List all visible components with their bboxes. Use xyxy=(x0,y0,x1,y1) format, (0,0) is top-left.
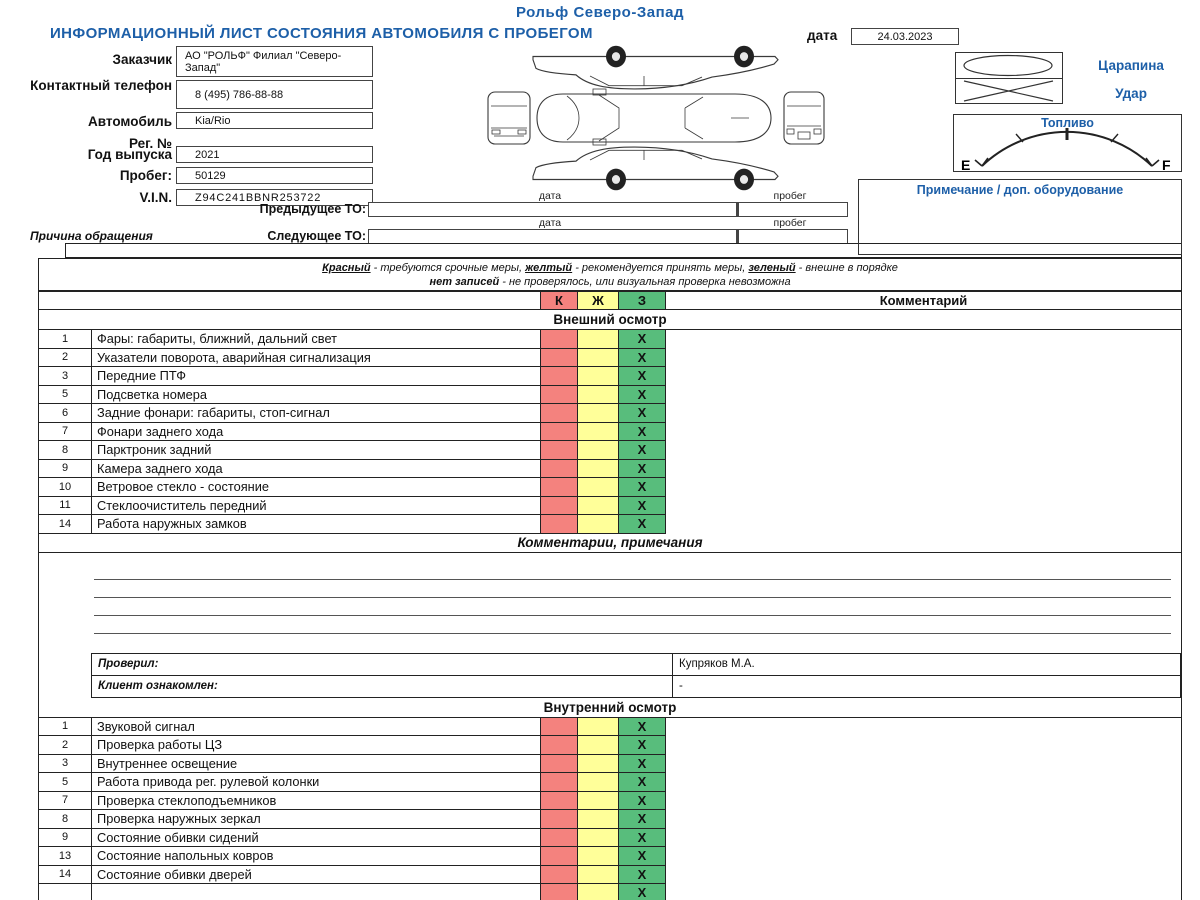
next-to-label: Следующее ТО: xyxy=(267,229,366,243)
vin-label: V.I.N. xyxy=(139,190,172,205)
row-comment-cell[interactable] xyxy=(666,367,1181,386)
checked-by-label: Проверил: xyxy=(91,653,673,676)
status-cell-red[interactable] xyxy=(541,497,578,516)
status-cell-yellow[interactable] xyxy=(578,847,619,866)
row-item-label: Проверка работы ЦЗ xyxy=(92,736,541,755)
column-header-green: З xyxy=(619,292,666,310)
row-comment-cell[interactable] xyxy=(666,478,1181,497)
status-cell-yellow[interactable] xyxy=(578,367,619,386)
column-header-comment: Комментарий xyxy=(666,292,1181,310)
comment-line xyxy=(94,579,1171,580)
inspection-row xyxy=(39,423,1181,442)
row-comment-cell[interactable] xyxy=(666,423,1181,442)
status-cell-red[interactable] xyxy=(541,330,578,349)
row-number: 6 xyxy=(39,404,92,423)
status-cell-yellow[interactable] xyxy=(578,404,619,423)
inspection-row xyxy=(39,349,1181,368)
row-item-label: Передние ПТФ xyxy=(92,367,541,386)
status-cell-yellow[interactable] xyxy=(578,460,619,479)
status-cell-red[interactable] xyxy=(541,773,578,792)
row-item-label: Проверка наружных зеркал xyxy=(92,810,541,829)
status-cell-yellow[interactable] xyxy=(578,330,619,349)
inspection-row xyxy=(39,497,1181,516)
row-comment-cell[interactable] xyxy=(666,736,1181,755)
interior-rows xyxy=(39,718,1181,885)
status-cell-green[interactable]: X xyxy=(619,478,666,497)
phone-value: 8 (495) 786-88-88 xyxy=(195,88,284,101)
status-cell-yellow[interactable] xyxy=(578,736,619,755)
legend-yellow-desc: - рекомендуется принять меры, xyxy=(572,262,749,274)
legend-yellow-term: желтый xyxy=(525,262,573,274)
row-number: 3 xyxy=(39,367,92,386)
row-item-label: Проверка стеклоподъемников xyxy=(92,792,541,811)
sig-spacer xyxy=(39,653,91,676)
status-cell-green[interactable]: X xyxy=(619,349,666,368)
status-cell-green[interactable]: X xyxy=(619,829,666,848)
legend-red-term: Красный xyxy=(322,262,371,274)
row-number: 5 xyxy=(39,386,92,405)
client-ack-value[interactable]: - xyxy=(673,675,1181,698)
status-cell-green[interactable]: X xyxy=(619,515,666,534)
scratch-symbol-cell xyxy=(956,53,1062,79)
row-number: 5 xyxy=(39,773,92,792)
row-number xyxy=(39,884,92,900)
row-comment-cell[interactable] xyxy=(666,866,1181,885)
status-cell-green[interactable]: X xyxy=(619,386,666,405)
status-cell-green[interactable]: X xyxy=(619,884,666,900)
impact-cross-icon xyxy=(956,79,1061,103)
prev-to-date-label: дата xyxy=(538,190,562,202)
status-cell-red[interactable] xyxy=(541,404,578,423)
client-ack-label: Клиент ознакомлен: xyxy=(91,675,673,698)
status-cell-yellow[interactable] xyxy=(578,386,619,405)
status-cell-red[interactable] xyxy=(541,441,578,460)
partial-row-container xyxy=(39,884,1181,900)
inspection-row xyxy=(39,515,1181,534)
status-cell-green[interactable]: X xyxy=(619,367,666,386)
page-title: ИНФОРМАЦИОННЫЙ ЛИСТ СОСТОЯНИЯ АВТОМОБИЛЯ С ПРОБЕГОМ xyxy=(50,25,593,42)
status-cell-yellow[interactable] xyxy=(578,884,619,900)
row-item-label: Работа наружных замков xyxy=(92,515,541,534)
inspection-row xyxy=(39,386,1181,405)
status-cell-yellow[interactable] xyxy=(578,866,619,885)
status-cell-green[interactable]: X xyxy=(619,755,666,774)
status-cell-yellow[interactable] xyxy=(578,773,619,792)
car-field[interactable] xyxy=(176,112,373,129)
inspection-row xyxy=(39,773,1181,792)
status-cell-yellow[interactable] xyxy=(578,349,619,368)
impact-symbol-cell xyxy=(956,79,1062,103)
row-number: 2 xyxy=(39,736,92,755)
row-comment-cell[interactable] xyxy=(666,755,1181,774)
row-number: 9 xyxy=(39,460,92,479)
row-item-label: Фонари заднего хода xyxy=(92,423,541,442)
row-number: 14 xyxy=(39,866,92,885)
status-cell-yellow[interactable] xyxy=(578,497,619,516)
legend-green-desc: - внешне в порядке xyxy=(795,262,898,274)
status-cell-red[interactable] xyxy=(541,386,578,405)
comment-line xyxy=(94,597,1171,598)
comment-line xyxy=(94,633,1171,634)
status-cell-green[interactable]: X xyxy=(619,404,666,423)
row-number: 1 xyxy=(39,330,92,349)
comment-line xyxy=(94,615,1171,616)
row-number: 1 xyxy=(39,718,92,737)
column-header-yellow: Ж xyxy=(578,292,619,310)
row-item-label: Стеклоочиститель передний xyxy=(92,497,541,516)
comments-section-title: Комментарии, примечания xyxy=(39,534,1181,553)
status-cell-green[interactable]: X xyxy=(619,847,666,866)
reg-number-label: Рег. № xyxy=(129,136,172,151)
inspection-table xyxy=(38,291,1182,900)
customer-field[interactable] xyxy=(176,46,373,77)
customer-value: АО "РОЛЬФ" Филиал "Северо-Запад" xyxy=(185,49,342,74)
row-number: 13 xyxy=(39,847,92,866)
status-cell-red[interactable] xyxy=(541,792,578,811)
phone-field[interactable] xyxy=(176,80,373,109)
inspection-row xyxy=(39,718,1181,737)
inspection-row xyxy=(39,755,1181,774)
car-front-view xyxy=(488,92,530,144)
notes-title: Примечание / доп. оборудование xyxy=(916,183,1124,197)
status-cell-yellow[interactable] xyxy=(578,755,619,774)
row-number: 9 xyxy=(39,829,92,848)
date-label: дата xyxy=(807,28,838,43)
inspection-row xyxy=(39,330,1181,349)
status-cell-green[interactable]: X xyxy=(619,497,666,516)
row-item-label: Камера заднего хода xyxy=(92,460,541,479)
status-cell-yellow[interactable] xyxy=(578,478,619,497)
status-cell-green[interactable]: X xyxy=(619,441,666,460)
row-item-label: Звуковой сигнал xyxy=(92,718,541,737)
row-number: 11 xyxy=(39,497,92,516)
next-to-date-field[interactable] xyxy=(368,229,737,244)
mileage-field[interactable] xyxy=(176,167,373,184)
legend-red-desc: - требуются срочные меры, xyxy=(370,262,526,274)
notes-box[interactable] xyxy=(858,179,1182,255)
row-item-label: Состояние обивки дверей xyxy=(92,866,541,885)
status-cell-red[interactable] xyxy=(541,736,578,755)
status-cell-yellow[interactable] xyxy=(578,515,619,534)
status-cell-red[interactable] xyxy=(541,810,578,829)
fuel-full-label: F xyxy=(1162,157,1171,170)
row-number: 14 xyxy=(39,515,92,534)
status-cell-green[interactable]: X xyxy=(619,792,666,811)
legend-none-term: нет записей xyxy=(429,276,500,288)
column-header-red: К xyxy=(541,292,578,310)
section-title-interior: Внутренний осмотр xyxy=(39,698,1181,718)
row-item-label: Ветровое стекло - состояние xyxy=(92,478,541,497)
status-cell-red[interactable] xyxy=(541,847,578,866)
status-cell-red[interactable] xyxy=(541,866,578,885)
mileage-value: 50129 xyxy=(195,169,226,182)
row-number: 3 xyxy=(39,755,92,774)
row-number: 7 xyxy=(39,792,92,811)
status-cell-yellow[interactable] xyxy=(578,441,619,460)
row-item-label: Фары: габариты, ближний, дальний свет xyxy=(92,330,541,349)
phone-label: Контактный телефон xyxy=(30,78,172,93)
prev-to-mileage-label: пробег xyxy=(773,190,807,202)
impact-label: Удар xyxy=(1115,86,1147,101)
legend-none-desc: - не проверялось, или визуальная проверка невозможна xyxy=(499,276,791,288)
date-field[interactable]: 24.03.2023 xyxy=(851,28,959,45)
year-label: Год выпуска xyxy=(87,147,172,162)
status-cell-yellow[interactable] xyxy=(578,718,619,737)
customer-label: Заказчик xyxy=(112,52,172,67)
client-ack-row xyxy=(39,675,1181,698)
comments-area xyxy=(39,553,1181,653)
row-comment-cell[interactable] xyxy=(666,773,1181,792)
year-field[interactable] xyxy=(176,146,373,163)
reason-label: Причина обращения xyxy=(30,229,153,243)
mileage-label: Пробег: xyxy=(119,168,172,183)
company-title: Рольф Северо-Запад xyxy=(516,4,684,21)
row-number: 7 xyxy=(39,423,92,442)
exterior-rows xyxy=(39,330,1181,534)
inspection-row xyxy=(39,847,1181,866)
inspection-row xyxy=(39,810,1181,829)
status-cell-green[interactable]: X xyxy=(619,866,666,885)
inspection-row xyxy=(39,866,1181,885)
inspection-row xyxy=(39,478,1181,497)
fuel-gauge-box[interactable] xyxy=(953,114,1182,172)
row-comment-cell[interactable] xyxy=(666,441,1181,460)
status-cell-red[interactable] xyxy=(541,718,578,737)
status-cell-red[interactable] xyxy=(541,349,578,368)
row-item-label xyxy=(92,884,541,900)
status-cell-red[interactable] xyxy=(541,460,578,479)
damage-legend-box xyxy=(955,52,1063,104)
next-to-date-label: дата xyxy=(538,217,562,229)
status-legend-line1 xyxy=(39,261,1181,275)
inspection-row xyxy=(39,460,1181,479)
row-item-label: Состояние обивки сидений xyxy=(92,829,541,848)
row-comment-cell[interactable] xyxy=(666,829,1181,848)
status-cell-green[interactable]: X xyxy=(619,773,666,792)
row-item-label: Внутреннее освещение xyxy=(92,755,541,774)
status-cell-yellow[interactable] xyxy=(578,829,619,848)
status-cell-red[interactable] xyxy=(541,829,578,848)
section-title-exterior: Внешний осмотр xyxy=(39,310,1181,330)
status-cell-red[interactable] xyxy=(541,367,578,386)
row-comment-cell[interactable] xyxy=(666,404,1181,423)
status-legend-line2 xyxy=(39,275,1181,289)
row-item-label: Работа привода рег. рулевой колонки xyxy=(92,773,541,792)
status-cell-green[interactable]: X xyxy=(619,330,666,349)
sig-spacer xyxy=(39,675,91,698)
row-comment-cell[interactable] xyxy=(666,349,1181,368)
row-item-label: Парктроник задний xyxy=(92,441,541,460)
status-cell-green[interactable]: X xyxy=(619,718,666,737)
car-rear-view xyxy=(784,92,824,144)
status-cell-green[interactable]: X xyxy=(619,810,666,829)
status-legend xyxy=(38,258,1182,291)
legend-green-term: зеленый xyxy=(748,262,796,274)
car-value: Kia/Rio xyxy=(195,114,231,127)
inspection-row xyxy=(39,367,1181,386)
inspection-row xyxy=(39,792,1181,811)
status-cell-red[interactable] xyxy=(541,423,578,442)
inspection-row xyxy=(39,884,1181,900)
status-cell-red[interactable] xyxy=(541,478,578,497)
checked-by-value[interactable]: Купряков М.А. xyxy=(673,653,1181,676)
status-cell-red[interactable] xyxy=(541,884,578,900)
status-cell-yellow[interactable] xyxy=(578,810,619,829)
inspection-row xyxy=(39,829,1181,848)
row-number: 8 xyxy=(39,441,92,460)
row-comment-cell[interactable] xyxy=(666,497,1181,516)
row-item-label: Подсветка номера xyxy=(92,386,541,405)
scratch-label: Царапина xyxy=(1098,58,1164,73)
row-comment-cell[interactable] xyxy=(666,718,1181,737)
next-to-mileage-label: пробег xyxy=(773,217,807,229)
next-to-mileage-field[interactable] xyxy=(737,229,848,244)
row-comment-cell[interactable] xyxy=(666,884,1181,900)
row-comment-cell[interactable] xyxy=(666,810,1181,829)
row-comment-cell[interactable] xyxy=(666,792,1181,811)
header-empty-cell xyxy=(39,292,541,310)
status-cell-green[interactable]: X xyxy=(619,736,666,755)
scratch-icon xyxy=(956,53,1061,78)
prev-to-label: Предыдущее ТО: xyxy=(259,202,366,216)
status-cell-green[interactable]: X xyxy=(619,423,666,442)
fuel-gauge-icon xyxy=(957,128,1177,170)
row-comment-cell[interactable] xyxy=(666,515,1181,534)
row-comment-cell[interactable] xyxy=(666,330,1181,349)
fuel-empty-label: E xyxy=(961,157,971,170)
row-item-label: Задние фонари: габариты, стоп-сигнал xyxy=(92,404,541,423)
checked-by-row xyxy=(39,653,1181,676)
status-cell-yellow[interactable] xyxy=(578,792,619,811)
row-number: 8 xyxy=(39,810,92,829)
inspection-row xyxy=(39,404,1181,423)
car-damage-diagram[interactable] xyxy=(478,40,830,208)
row-comment-cell[interactable] xyxy=(666,460,1181,479)
row-comment-cell[interactable] xyxy=(666,386,1181,405)
vin-value: Z94C241BBNR253722 xyxy=(195,191,322,204)
fuel-title: Топливо xyxy=(1041,116,1094,130)
row-comment-cell[interactable] xyxy=(666,847,1181,866)
car-label: Автомобиль xyxy=(88,114,172,129)
row-item-label: Указатели поворота, аварийная сигнализация xyxy=(92,349,541,368)
status-cell-yellow[interactable] xyxy=(578,423,619,442)
inspection-row xyxy=(39,736,1181,755)
inspection-row xyxy=(39,441,1181,460)
status-cell-red[interactable] xyxy=(541,515,578,534)
row-number: 10 xyxy=(39,478,92,497)
status-cell-green[interactable]: X xyxy=(619,460,666,479)
status-cell-red[interactable] xyxy=(541,755,578,774)
row-number: 2 xyxy=(39,349,92,368)
row-item-label: Состояние напольных ковров xyxy=(92,847,541,866)
table-header-row xyxy=(39,292,1181,310)
year-value: 2021 xyxy=(195,148,220,161)
